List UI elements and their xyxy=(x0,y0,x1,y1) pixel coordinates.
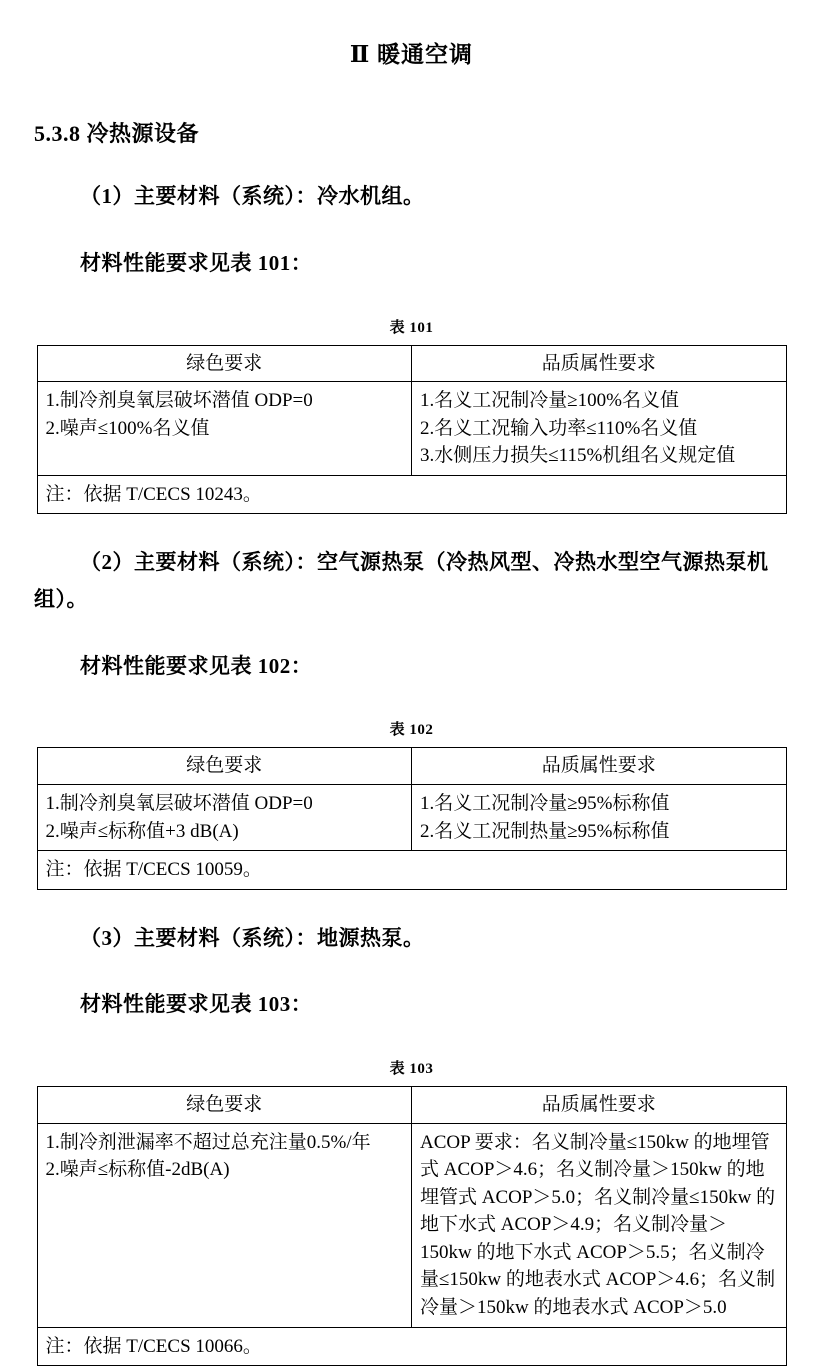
column-header-quality: 品质属性要求 xyxy=(412,748,787,785)
spec-table-2 xyxy=(37,747,787,889)
quality-req-line: 1.名义工况制冷量≥100%名义值 xyxy=(420,390,680,412)
table-row xyxy=(37,785,786,851)
quality-req-line: ACOP 要求：名义制冷量≤150kw 的地埋管式 ACOP＞4.6；名义制冷量＞150kw 的地埋管式 ACOP＞5.0；名义制冷量≤150kw 的地下水式 ACOP＞4.9；名义制冷量＞150kw 的地下水式 ACOP＞5.5；名义制冷量≤150kw 的地表水式 ACOP＞4.6；名义制冷量＞150kw 的地表水式 ACOP＞5.0 xyxy=(420,1131,776,1318)
table-reference-1: 材料性能要求见表 101： xyxy=(80,250,313,275)
quality-req-line: 3.水侧压力损失≤115%机组名义规定值 xyxy=(420,445,736,467)
table-note-row xyxy=(37,851,786,890)
table-header-row xyxy=(37,345,786,382)
table-note: 注：依据 T/CECS 10066。 xyxy=(37,1327,786,1366)
green-req-line: 1.制冷剂泄漏率不超过总充注量0.5%/年 xyxy=(45,1131,371,1153)
quality-req-line: 1.名义工况制冷量≥95%标称值 xyxy=(420,793,670,815)
column-header-green: 绿色要求 xyxy=(37,1087,412,1124)
item-text-1: （1）主要材料（系统）：冷水机组。 xyxy=(80,184,425,208)
table-note: 注：依据 T/CECS 10243。 xyxy=(37,475,786,514)
table-wrapper-3 xyxy=(0,1086,823,1366)
table-header-row xyxy=(37,748,786,785)
table-wrapper-1 xyxy=(0,345,823,515)
table-header-row xyxy=(37,1087,786,1124)
item-text-2: （2）主要材料（系统）：空气源热泵（冷热风型、冷热水型空气源热泵机组）。 xyxy=(34,550,769,611)
table-note-row xyxy=(37,1327,786,1366)
spec-table-3 xyxy=(37,1086,787,1366)
spec-table-1 xyxy=(37,345,787,515)
quality-req-line: 2.名义工况输入功率≤110%名义值 xyxy=(420,417,698,439)
table-caption-3: 表 103 xyxy=(389,1061,434,1078)
green-req-line: 2.噪声≤100%名义值 xyxy=(45,417,210,439)
green-req-line: 1.制冷剂臭氧层破坏潜值 ODP=0 xyxy=(45,793,313,815)
table-row xyxy=(37,382,786,476)
green-req-line: 2.噪声≤标称值-2dB(A) xyxy=(45,1159,230,1181)
quality-requirements-cell xyxy=(412,785,787,851)
table-wrapper-2 xyxy=(0,747,823,889)
column-header-quality: 品质属性要求 xyxy=(412,345,787,382)
table-row xyxy=(37,1123,786,1327)
quality-requirements-cell xyxy=(412,1123,787,1327)
column-header-green: 绿色要求 xyxy=(37,345,412,382)
table-note: 注：依据 T/CECS 10059。 xyxy=(37,851,786,890)
section-heading: 5.3.8 冷热源设备 xyxy=(34,121,200,146)
table-caption-1: 表 101 xyxy=(389,319,434,336)
item-text-3: （3）主要材料（系统）：地源热泵。 xyxy=(80,925,425,950)
quality-req-line: 2.名义工况制热量≥95%标称值 xyxy=(420,820,670,842)
green-requirements-cell xyxy=(37,382,412,476)
green-requirements-cell xyxy=(37,785,412,851)
green-req-line: 1.制冷剂臭氧层破坏潜值 ODP=0 xyxy=(45,390,313,412)
green-requirements-cell xyxy=(37,1123,412,1327)
column-header-green: 绿色要求 xyxy=(37,748,412,785)
column-header-quality: 品质属性要求 xyxy=(412,1087,787,1124)
quality-requirements-cell xyxy=(412,382,787,476)
table-note-row xyxy=(37,475,786,514)
document-page xyxy=(0,36,823,1362)
page-title: Ⅱ 暖通空调 xyxy=(349,42,474,67)
table-reference-2: 材料性能要求见表 102： xyxy=(80,653,313,678)
table-reference-3: 材料性能要求见表 103： xyxy=(80,992,313,1017)
table-caption-2: 表 102 xyxy=(389,722,434,739)
green-req-line: 2.噪声≤标称值+3 dB(A) xyxy=(45,820,239,842)
